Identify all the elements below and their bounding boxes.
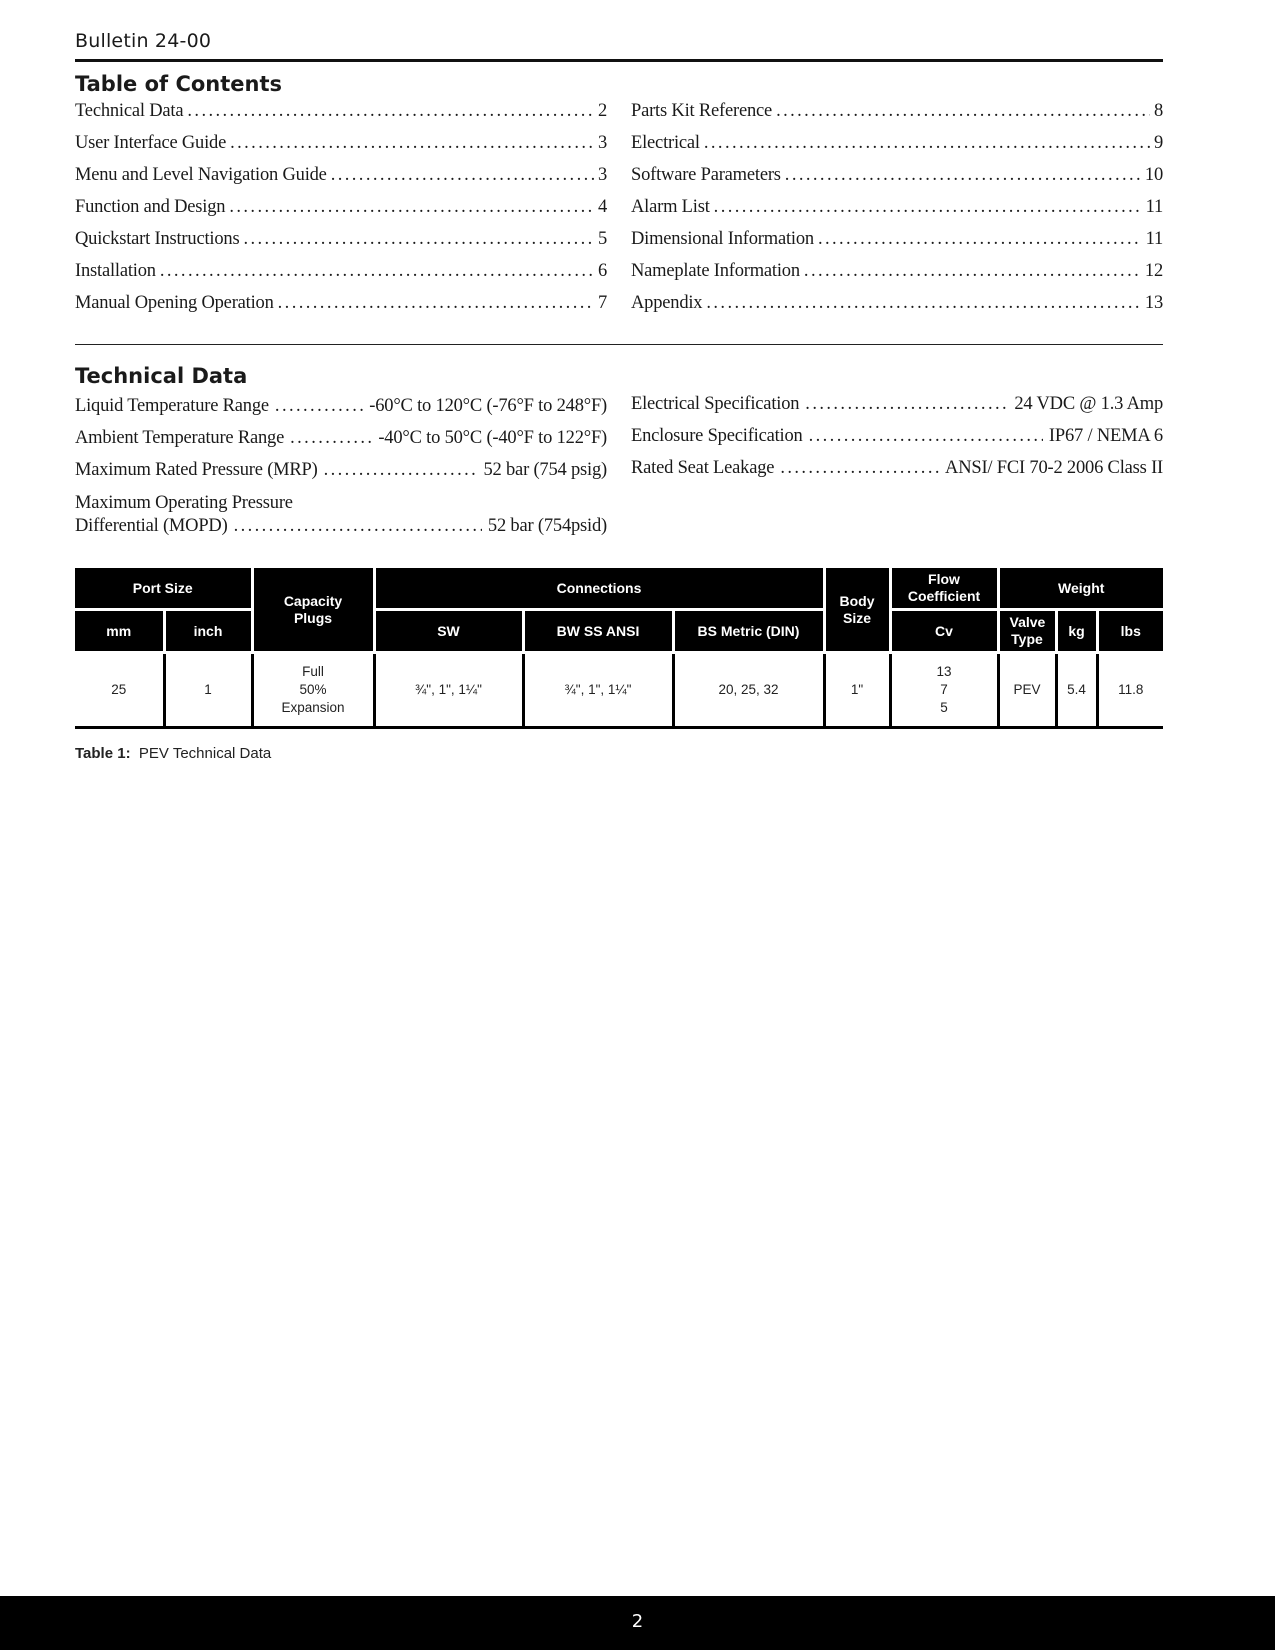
leader-dots [714, 197, 1142, 218]
leader-dots [785, 165, 1141, 186]
header-flow-coefficient: Flow Coefficient [890, 567, 998, 610]
spec-label: Electrical Specification [631, 394, 800, 414]
spec-label: Ambient Temperature Range [75, 428, 285, 448]
toc-entry-label: Function and Design [75, 197, 226, 217]
pev-technical-table [75, 565, 1163, 729]
toc-entry-page: 6 [597, 261, 607, 281]
toc-entry-label: Alarm List [631, 197, 710, 217]
cell-mm: 25 [75, 653, 164, 728]
toc-entry[interactable] [631, 101, 1163, 133]
header-inch: inch [164, 610, 252, 653]
table-row [75, 653, 1163, 728]
spec-label: Liquid Temperature Range [75, 396, 269, 416]
toc-entry-label: Menu and Level Navigation Guide [75, 165, 327, 185]
toc-right-column [631, 101, 1163, 325]
cell-capacity-plugs [252, 653, 374, 728]
toc-entry-page: 5 [597, 229, 607, 249]
leader-dots [804, 261, 1141, 282]
header-cv: Cv [890, 610, 998, 653]
leader-dots [776, 101, 1150, 122]
caption-label: Table 1: [75, 745, 131, 762]
leader-dots [229, 197, 594, 218]
toc-entry[interactable] [631, 293, 1163, 325]
spec-right-column [631, 394, 1163, 490]
toc-entry-page: 11 [1145, 229, 1163, 249]
toc-entry[interactable] [75, 101, 607, 133]
toc-entry-page: 8 [1153, 101, 1163, 121]
toc-entry-label: Quickstart Instructions [75, 229, 240, 249]
leader-dots [818, 229, 1142, 250]
cell-bs-metric: 20, 25, 32 [673, 653, 824, 728]
spec-max-rated-pressure [75, 460, 607, 492]
plug-line: 50% [299, 682, 327, 697]
leader-dots [230, 133, 594, 154]
leader-dots [706, 293, 1141, 314]
spec-value: ANSI/ FCI 70-2 2006 Class II [945, 458, 1163, 478]
toc-entry-label: Dimensional Information [631, 229, 814, 249]
technical-data-title: Technical Data [75, 364, 248, 388]
toc-entry-label: Nameplate Information [631, 261, 800, 281]
spec-mopd [75, 493, 607, 548]
spec-left-column [75, 396, 607, 548]
toc-entry-label: Electrical [631, 133, 700, 153]
header-lbs: lbs [1097, 610, 1163, 653]
toc-entry[interactable] [75, 197, 607, 229]
toc-entry-page: 9 [1153, 133, 1163, 153]
toc-entry-page: 10 [1144, 165, 1163, 185]
spec-label-line1: Maximum Operating Pressure [75, 493, 293, 513]
toc-entry[interactable] [631, 229, 1163, 261]
toc-entry-page: 2 [597, 101, 607, 121]
toc-entry-page: 4 [597, 197, 607, 217]
spec-value: 52 bar (754psid) [487, 516, 607, 536]
spec-value: IP67 / NEMA 6 [1048, 426, 1163, 446]
plug-line: Full [302, 664, 324, 679]
header-bw-ss-ansi: BW SS ANSI [523, 610, 673, 653]
spec-value: -60°C to 120°C (-76°F to 248°F) [369, 396, 607, 416]
plug-line: Expansion [281, 700, 345, 715]
spec-liquid-temperature [75, 396, 607, 428]
toc-title: Table of Contents [75, 72, 283, 96]
header-connections: Connections [374, 567, 824, 610]
cell-kg: 5.4 [1056, 653, 1097, 728]
toc-entry[interactable] [631, 197, 1163, 229]
header-body-size: Body Size [824, 567, 890, 653]
page-number: 2 [631, 1611, 644, 1632]
spec-value: 52 bar (754 psig) [483, 460, 607, 480]
toc-entry-label: Parts Kit Reference [631, 101, 773, 121]
leader-dots [160, 261, 594, 282]
toc-entry[interactable] [631, 165, 1163, 197]
cell-bw-ss-ansi: ¾", 1", 1¼" [523, 653, 673, 728]
toc-entry[interactable] [75, 165, 607, 197]
cv-line: 13 [936, 664, 952, 679]
spec-value: 24 VDC @ 1.3 Amp [1014, 394, 1163, 414]
spec-label: Maximum Rated Pressure (MRP) [75, 460, 318, 480]
leader-dots [809, 426, 1043, 447]
toc-entry-label: Software Parameters [631, 165, 781, 185]
header-capacity-plugs: Capacity Plugs [252, 567, 374, 653]
section-divider [75, 344, 1163, 345]
header-bs-metric: BS Metric (DIN) [673, 610, 824, 653]
table-caption [75, 745, 271, 762]
spec-seat-leakage [631, 458, 1163, 490]
leader-dots [780, 458, 939, 479]
toc-entry-label: Appendix [631, 293, 703, 313]
leader-dots [243, 229, 593, 250]
caption-text: PEV Technical Data [138, 745, 272, 762]
spec-label: Rated Seat Leakage [631, 458, 775, 478]
toc-entry-page: 7 [597, 293, 607, 313]
spec-label: Differential (MOPD) [75, 516, 228, 536]
toc-entry-page: 13 [1144, 293, 1163, 313]
toc-entry[interactable] [75, 293, 607, 325]
toc-entry[interactable] [75, 133, 607, 165]
toc-entry[interactable] [75, 229, 607, 261]
cell-cv [890, 653, 998, 728]
spec-value: -40°C to 50°C (-40°F to 122°F) [378, 428, 607, 448]
bulletin-number: Bulletin 24-00 [75, 30, 212, 52]
toc-entry-page: 3 [597, 133, 607, 153]
leader-dots [234, 516, 482, 537]
toc-entry-page: 12 [1144, 261, 1163, 281]
leader-dots [805, 394, 1008, 415]
header-mm: mm [75, 610, 164, 653]
header-weight: Weight [998, 567, 1163, 610]
cell-lbs: 11.8 [1097, 653, 1163, 728]
spec-label: Enclosure Specification [631, 426, 803, 446]
header-kg: kg [1056, 610, 1097, 653]
toc-entry-label: Manual Opening Operation [75, 293, 274, 313]
cv-line: 5 [940, 700, 948, 715]
leader-dots [331, 165, 594, 186]
spec-enclosure [631, 426, 1163, 458]
cv-line: 7 [940, 682, 948, 697]
spec-ambient-temperature [75, 428, 607, 460]
cell-valve-type: PEV [998, 653, 1056, 728]
toc-entry-label: Technical Data [75, 101, 184, 121]
leader-dots [324, 460, 478, 481]
cell-body-size: 1" [824, 653, 890, 728]
spec-electrical [631, 394, 1163, 426]
toc-entry[interactable] [631, 133, 1163, 165]
toc-entry-page: 3 [597, 165, 607, 185]
toc-entry-label: Installation [75, 261, 156, 281]
toc-entry[interactable] [75, 261, 607, 293]
toc-entry-label: User Interface Guide [75, 133, 227, 153]
toc-entry-page: 11 [1145, 197, 1163, 217]
header-valve-type: Valve Type [998, 610, 1056, 653]
leader-dots [275, 396, 363, 417]
header-rule [75, 59, 1163, 62]
leader-dots [704, 133, 1150, 154]
cell-sw: ¾", 1", 1¼" [374, 653, 523, 728]
leader-dots [187, 101, 594, 122]
toc-entry[interactable] [631, 261, 1163, 293]
header-port-size: Port Size [75, 567, 252, 610]
leader-dots [278, 293, 594, 314]
cell-inch: 1 [164, 653, 252, 728]
page-footer [0, 1596, 1275, 1650]
toc-left-column [75, 101, 607, 325]
leader-dots [290, 428, 372, 449]
header-sw: SW [374, 610, 523, 653]
